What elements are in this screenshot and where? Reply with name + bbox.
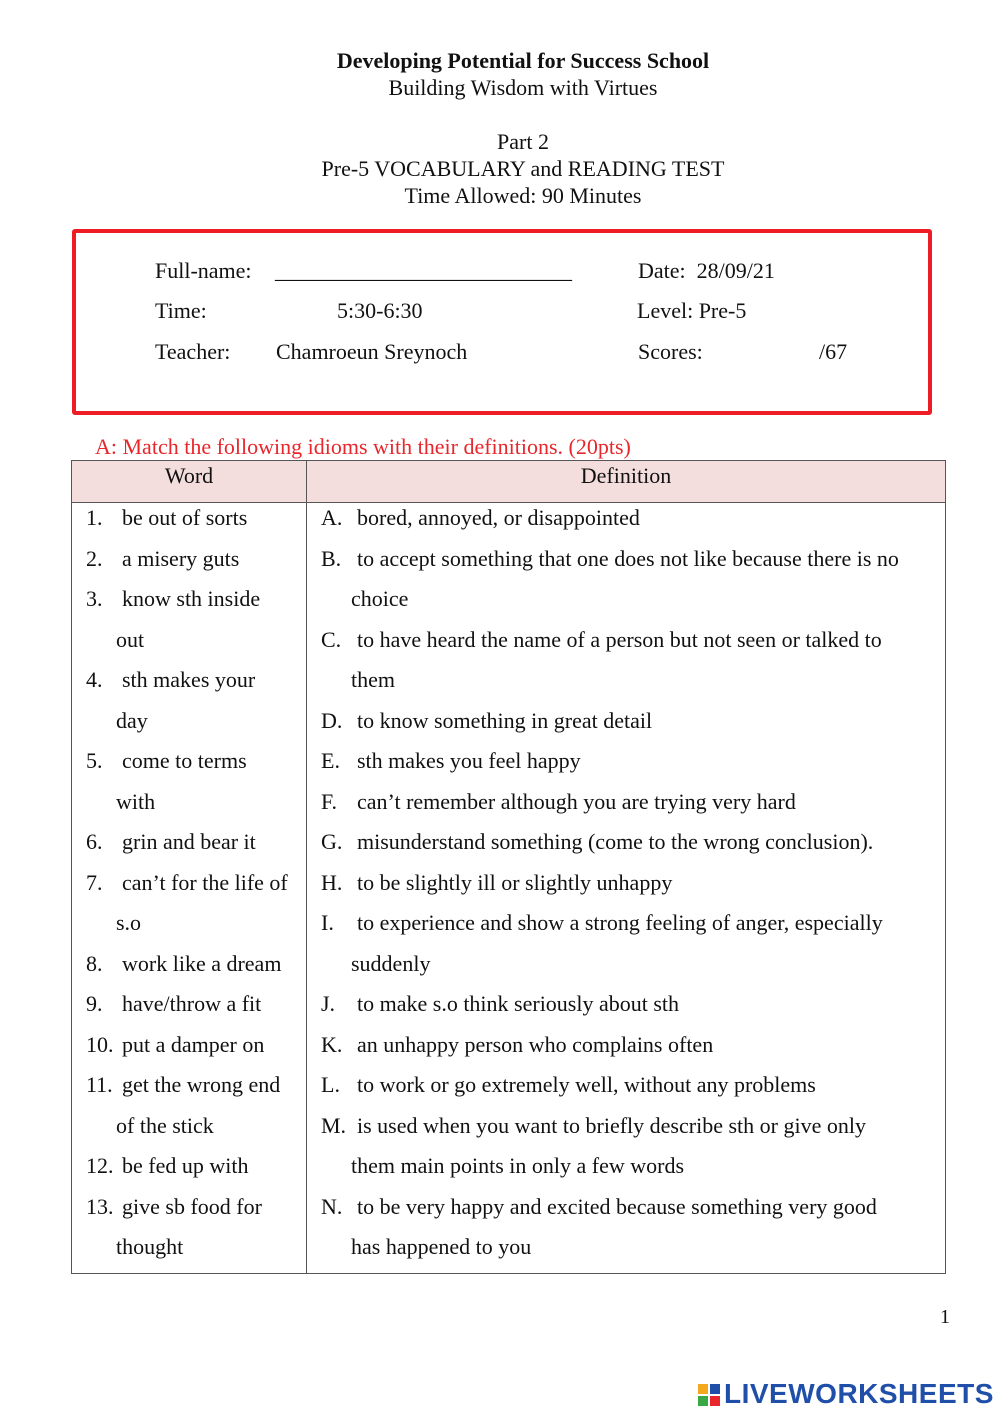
idiom-definition-text: to experience and show a strong feeling of anger, especially	[357, 910, 883, 935]
idiom-word-row	[72, 746, 306, 787]
idiom-definition-continuation: has happened to you	[351, 1234, 532, 1259]
idiom-word-number: 6.	[86, 829, 103, 854]
idiom-definition-continuation: suddenly	[351, 950, 431, 976]
idiom-definition-row	[307, 503, 945, 544]
idiom-definition-letter: M.	[321, 1112, 347, 1138]
idiom-definition-text: to know something in great detail	[357, 707, 653, 733]
idiom-word-number: 10.	[86, 1031, 114, 1057]
definition-list	[307, 503, 945, 1273]
idiom-word-number: 5.	[86, 748, 103, 773]
idiom-definition-row	[307, 625, 945, 666]
liveworksheets-logo-icon	[697, 1382, 721, 1406]
idiom-definition-letter: L.	[321, 1072, 340, 1097]
idiom-definition-text: to be slightly ill or slightly unhappy	[357, 869, 673, 895]
idiom-word-row	[72, 908, 306, 949]
idiom-word-number: 9.	[86, 991, 103, 1016]
idiom-definition-text: sth makes you feel happy	[357, 748, 581, 773]
idiom-word-number: 12.	[86, 1153, 114, 1178]
date-text: Date: 28/09/21	[638, 258, 775, 283]
idiom-word-row	[72, 989, 306, 1030]
idiom-definition-letter: B.	[321, 545, 342, 571]
teacher-label: Teacher:	[155, 339, 231, 364]
idiom-definition-row	[307, 989, 945, 1030]
idiom-word-row	[72, 1030, 306, 1071]
idiom-word-text: work like a dream	[122, 950, 282, 976]
idiom-definition-row	[307, 665, 945, 706]
idiom-definition-text: to have heard the name of a person but not seen or talked to	[357, 626, 882, 652]
idiom-word-text: come to terms	[122, 748, 247, 773]
idiom-word-row	[72, 1111, 306, 1152]
idiom-definition-text: to make s.o think seriously about sth	[357, 991, 680, 1016]
idiom-definition-text: is used when you want to briefly describe sth or give only	[357, 1112, 866, 1138]
time-allowed: Time Allowed: 90 Minutes	[404, 183, 642, 208]
idiom-definition-letter: H.	[321, 869, 343, 895]
idiom-definition-continuation: them	[351, 667, 395, 692]
idiom-word-continuation: thought	[116, 1234, 184, 1259]
idiom-definition-letter: D.	[321, 707, 343, 733]
scores-label: Scores:	[638, 339, 703, 364]
idiom-definition-row	[307, 1030, 945, 1071]
word-column-header: Word	[72, 461, 307, 503]
idiom-word-text: have/throw a fit	[122, 991, 262, 1016]
idiom-definition-letter: C.	[321, 626, 342, 652]
idiom-definition-row	[307, 787, 945, 828]
test-title: Pre-5 VOCABULARY and READING TEST	[321, 156, 725, 181]
idiom-definition-row	[307, 827, 945, 868]
idiom-definition-letter: J.	[321, 991, 336, 1016]
idiom-word-row	[72, 625, 306, 666]
time-label: Time:	[155, 298, 207, 323]
idiom-definition-text: misunderstand something (come to the wrong conclusion).	[357, 829, 874, 854]
word-list	[72, 503, 306, 1273]
idiom-word-text: sth makes your	[122, 667, 256, 692]
school-name: Developing Potential for Success School	[336, 48, 710, 73]
fullname-label: Full-name:	[155, 258, 252, 283]
idiom-word-text: give sb food for	[122, 1193, 262, 1219]
time-value: 5:30-6:30	[337, 298, 423, 323]
idiom-definition-letter: E.	[321, 748, 340, 773]
idiom-word-number: 11.	[86, 1072, 113, 1097]
fullname-field[interactable]: ___________________________	[275, 258, 572, 283]
idiom-word-row	[72, 827, 306, 868]
idiom-word-number: 3.	[86, 586, 103, 611]
idiom-word-row	[72, 706, 306, 747]
idiom-word-continuation: out	[116, 626, 145, 652]
idiom-word-row	[72, 1232, 306, 1273]
idiom-word-text: put a damper on	[122, 1031, 265, 1057]
word-cell	[72, 503, 307, 1274]
idiom-definition-row	[307, 1111, 945, 1152]
idiom-word-continuation: s.o	[116, 910, 142, 935]
idiom-word-row	[72, 787, 306, 828]
idiom-word-row	[72, 665, 306, 706]
idiom-definition-row	[307, 1232, 945, 1273]
idiom-definition-text: an unhappy person who complains often	[357, 1031, 714, 1057]
idiom-definition-row	[307, 868, 945, 909]
idiom-matching-table	[71, 460, 946, 1274]
definition-cell	[307, 503, 946, 1274]
idiom-definition-row	[307, 949, 945, 990]
idiom-word-row	[72, 503, 306, 544]
idiom-definition-text: to work or go extremely well, without any problems	[357, 1072, 816, 1097]
idiom-definition-row	[307, 746, 945, 787]
idiom-word-number: 7.	[86, 869, 103, 895]
idiom-definition-row	[307, 584, 945, 625]
idiom-word-continuation: day	[116, 707, 148, 733]
idiom-definition-letter: N.	[321, 1193, 343, 1219]
idiom-word-row	[72, 868, 306, 909]
idiom-word-number: 1.	[86, 505, 103, 530]
idiom-word-text: a misery guts	[122, 545, 240, 571]
idiom-definition-letter: K.	[321, 1031, 343, 1057]
idiom-definition-row	[307, 706, 945, 747]
idiom-word-row	[72, 949, 306, 990]
idiom-word-number: 8.	[86, 950, 103, 976]
teacher-name: Chamroeun Sreynoch	[276, 339, 468, 364]
page-number: 1	[940, 1306, 950, 1328]
school-motto: Building Wisdom with Virtues	[388, 75, 658, 100]
idiom-definition-letter: I.	[321, 910, 334, 935]
idiom-word-number: 4.	[86, 667, 103, 692]
level-text: Level: Pre-5	[637, 298, 747, 323]
idiom-definition-row	[307, 1070, 945, 1111]
idiom-definition-letter: F.	[321, 788, 337, 814]
idiom-word-text: can’t for the life of	[122, 869, 288, 895]
scores-total: /67	[819, 339, 848, 364]
idiom-word-number: 13.	[86, 1193, 114, 1219]
idiom-definition-row	[307, 1192, 945, 1233]
definition-column-header: Definition	[307, 461, 946, 503]
part-label: Part 2	[497, 129, 549, 154]
idiom-word-text: grin and bear it	[122, 829, 256, 854]
idiom-definition-letter: G.	[321, 829, 343, 854]
idiom-definition-row	[307, 908, 945, 949]
idiom-word-text: know sth inside	[122, 586, 261, 611]
idiom-definition-text: can’t remember although you are trying very hard	[357, 788, 796, 814]
section-a-title: A: Match the following idioms with their definitions. (20pts)	[95, 434, 631, 459]
idiom-word-number: 2.	[86, 545, 103, 571]
idiom-definition-continuation: choice	[351, 586, 409, 611]
idiom-word-text: be fed up with	[122, 1153, 249, 1178]
idiom-word-row	[72, 1192, 306, 1233]
idiom-word-continuation: of the stick	[116, 1112, 214, 1138]
idiom-definition-text: to accept something that one does not like because there is no	[357, 545, 899, 571]
idiom-definition-continuation: them main points in only a few words	[351, 1153, 685, 1178]
idiom-definition-row	[307, 544, 945, 585]
liveworksheets-brand	[697, 1376, 994, 1412]
idiom-word-continuation: with	[116, 788, 156, 814]
idiom-definition-text: bored, annoyed, or disappointed	[357, 505, 640, 530]
idiom-definition-text: to be very happy and excited because something very good	[357, 1193, 877, 1219]
brand-name: LIVEWORKSHEETS	[724, 1378, 994, 1409]
idiom-word-text: be out of sorts	[122, 505, 248, 530]
idiom-definition-letter: A.	[321, 505, 343, 530]
idiom-word-row	[72, 584, 306, 625]
idiom-word-row	[72, 1070, 306, 1111]
idiom-definition-row	[307, 1151, 945, 1192]
idiom-word-text: get the wrong end	[122, 1072, 281, 1097]
idiom-word-row	[72, 1151, 306, 1192]
idiom-word-row	[72, 544, 306, 585]
